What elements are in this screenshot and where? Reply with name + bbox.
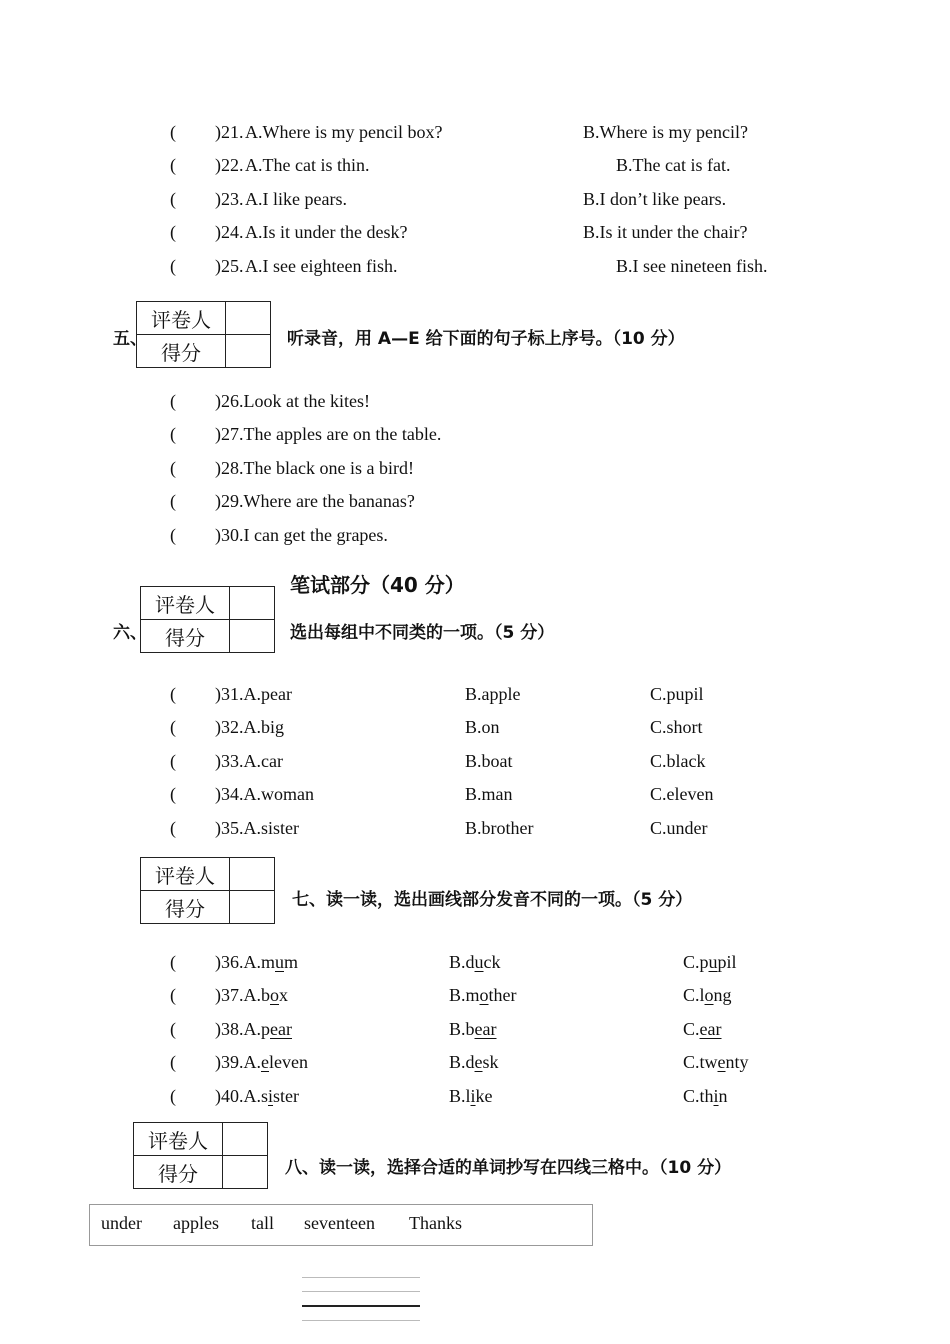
grader-label: 评卷人 [134, 1123, 223, 1156]
option-a: A.Where is my pencil box? [245, 122, 443, 142]
underlined-letters: e [261, 1052, 269, 1072]
score-field[interactable] [230, 620, 275, 653]
option-b: B.The cat is fat. [616, 155, 731, 175]
word-bank-item: tall [251, 1213, 274, 1233]
sentence: )28.The black one is a bird! [215, 458, 414, 478]
option-b: B.like [449, 1086, 493, 1106]
option-a: )31.A.pear [215, 684, 292, 704]
answer-paren[interactable]: ( [170, 122, 176, 142]
underlined-letters: e [474, 1052, 483, 1072]
underlined-letters: i [268, 1086, 274, 1106]
word-bank-item: under [101, 1213, 142, 1233]
section-number: 六、 [113, 623, 147, 643]
answer-paren[interactable]: ( [170, 717, 176, 737]
option-b: B.brother [465, 818, 534, 838]
underlined-letters: ear [474, 1019, 497, 1039]
underlined-letters: e [717, 1052, 726, 1072]
underlined-letters: o [704, 985, 714, 1005]
option-a: A.Is it under the desk? [245, 222, 408, 242]
option-a: )37.A.box [215, 985, 288, 1005]
option-c: C.pupil [683, 952, 737, 972]
answer-paren[interactable]: ( [170, 1019, 176, 1039]
word-bank [89, 1204, 593, 1246]
score-field[interactable] [223, 1156, 268, 1189]
question-number: )21. [215, 122, 244, 142]
option-b: B.duck [449, 952, 501, 972]
section-title: 听录音，用 A—E 给下面的句子标上序号。（10 分） [287, 329, 685, 349]
section-number: 五、 [113, 329, 147, 349]
option-a: )33.A.car [215, 751, 283, 771]
option-b: B.I don’t like pears. [583, 189, 727, 209]
option-b: B.mother [449, 985, 517, 1005]
grader-label: 评卷人 [141, 858, 230, 891]
option-a: )34.A.woman [215, 784, 314, 804]
answer-paren[interactable]: ( [170, 391, 176, 411]
answer-paren[interactable]: ( [170, 684, 176, 704]
word-bank-item: apples [173, 1213, 219, 1233]
question-number: )22. [215, 155, 244, 175]
option-a: A.I like pears. [245, 189, 347, 209]
option-a: )32.A.big [215, 717, 284, 737]
answer-paren[interactable]: ( [170, 491, 176, 511]
grader-field[interactable] [226, 302, 271, 335]
section-title: 七、读一读，选出画线部分发音不同的一项。（5 分） [292, 890, 693, 910]
sentence: )27.The apples are on the table. [215, 424, 442, 444]
underlined-letters: i [713, 1086, 719, 1106]
option-b: B.Is it under the chair? [583, 222, 748, 242]
option-c: C.short [650, 717, 703, 737]
answer-paren[interactable]: ( [170, 952, 176, 972]
underlined-letters: u [275, 952, 284, 972]
sentence: )29.Where are the bananas? [215, 491, 415, 511]
grader-label: 评卷人 [137, 302, 226, 335]
option-b: B.apple [465, 684, 521, 704]
section-title: 选出每组中不同类的一项。（5 分） [290, 623, 555, 643]
sentence: )30.I can get the grapes. [215, 525, 388, 545]
grid-line [302, 1291, 420, 1292]
grader-label: 评卷人 [141, 587, 230, 620]
answer-paren[interactable]: ( [170, 189, 176, 209]
option-a: )36.A.mum [215, 952, 299, 972]
option-b: B.bear [449, 1019, 497, 1039]
grader-field[interactable] [223, 1123, 268, 1156]
answer-paren[interactable]: ( [170, 818, 176, 838]
answer-paren[interactable]: ( [170, 155, 176, 175]
score-field[interactable] [230, 891, 275, 924]
option-a: )40.A.sister [215, 1086, 300, 1106]
underlined-letters: i [470, 1086, 476, 1106]
section-title: 八、读一读，选择合适的单词抄写在四线三格中。（10 分） [285, 1158, 732, 1178]
grid-line [302, 1320, 420, 1321]
written-part-heading: 笔试部分（40 分） [290, 573, 465, 597]
grid-baseline [302, 1305, 420, 1307]
score-label: 得分 [141, 891, 230, 924]
option-c: C.long [683, 985, 732, 1005]
question-number: )23. [215, 189, 244, 209]
answer-paren[interactable]: ( [170, 525, 176, 545]
answer-paren[interactable]: ( [170, 458, 176, 478]
question-number: )24. [215, 222, 244, 242]
option-c: C.under [650, 818, 708, 838]
answer-paren[interactable]: ( [170, 985, 176, 1005]
answer-paren[interactable]: ( [170, 784, 176, 804]
option-b: B.Where is my pencil? [583, 122, 748, 142]
answer-paren[interactable]: ( [170, 256, 176, 276]
score-label: 得分 [134, 1156, 223, 1189]
option-c: C.eleven [650, 784, 714, 804]
score-label: 得分 [141, 620, 230, 653]
option-b: B.I see nineteen fish. [616, 256, 768, 276]
underlined-letters: ear [270, 1019, 292, 1039]
answer-paren[interactable]: ( [170, 751, 176, 771]
word-bank-item: Thanks [409, 1213, 462, 1233]
option-c: C.ear [683, 1019, 722, 1039]
option-a: )35.A.sister [215, 818, 299, 838]
underlined-letters: o [270, 985, 279, 1005]
underlined-letters: u [708, 952, 718, 972]
option-c: C.twenty [683, 1052, 749, 1072]
option-b: B.desk [449, 1052, 499, 1072]
sentence: )26.Look at the kites! [215, 391, 370, 411]
underlined-letters: ear [699, 1019, 722, 1039]
option-c: C.black [650, 751, 706, 771]
score-label: 得分 [137, 335, 226, 368]
score-box [136, 301, 271, 368]
grader-field[interactable] [230, 858, 275, 891]
grid-line [302, 1277, 420, 1278]
underlined-letters: u [474, 952, 484, 972]
option-a: A.The cat is thin. [245, 155, 370, 175]
score-box [133, 1122, 268, 1189]
option-c: C.pupil [650, 684, 704, 704]
option-b: B.on [465, 717, 500, 737]
option-a: )39.A.eleven [215, 1052, 308, 1072]
score-box [140, 857, 275, 924]
option-a: A.I see eighteen fish. [245, 256, 398, 276]
answer-paren[interactable]: ( [170, 424, 176, 444]
grader-field[interactable] [230, 587, 275, 620]
answer-paren[interactable]: ( [170, 222, 176, 242]
score-field[interactable] [226, 335, 271, 368]
word-bank-item: seventeen [304, 1213, 375, 1233]
option-b: B.boat [465, 751, 513, 771]
option-a: )38.A.pear [215, 1019, 292, 1039]
answer-paren[interactable]: ( [170, 1052, 176, 1072]
question-number: )25. [215, 256, 244, 276]
option-c: C.thin [683, 1086, 728, 1106]
score-box [140, 586, 275, 653]
option-b: B.man [465, 784, 513, 804]
answer-paren[interactable]: ( [170, 1086, 176, 1106]
underlined-letters: o [479, 985, 489, 1005]
